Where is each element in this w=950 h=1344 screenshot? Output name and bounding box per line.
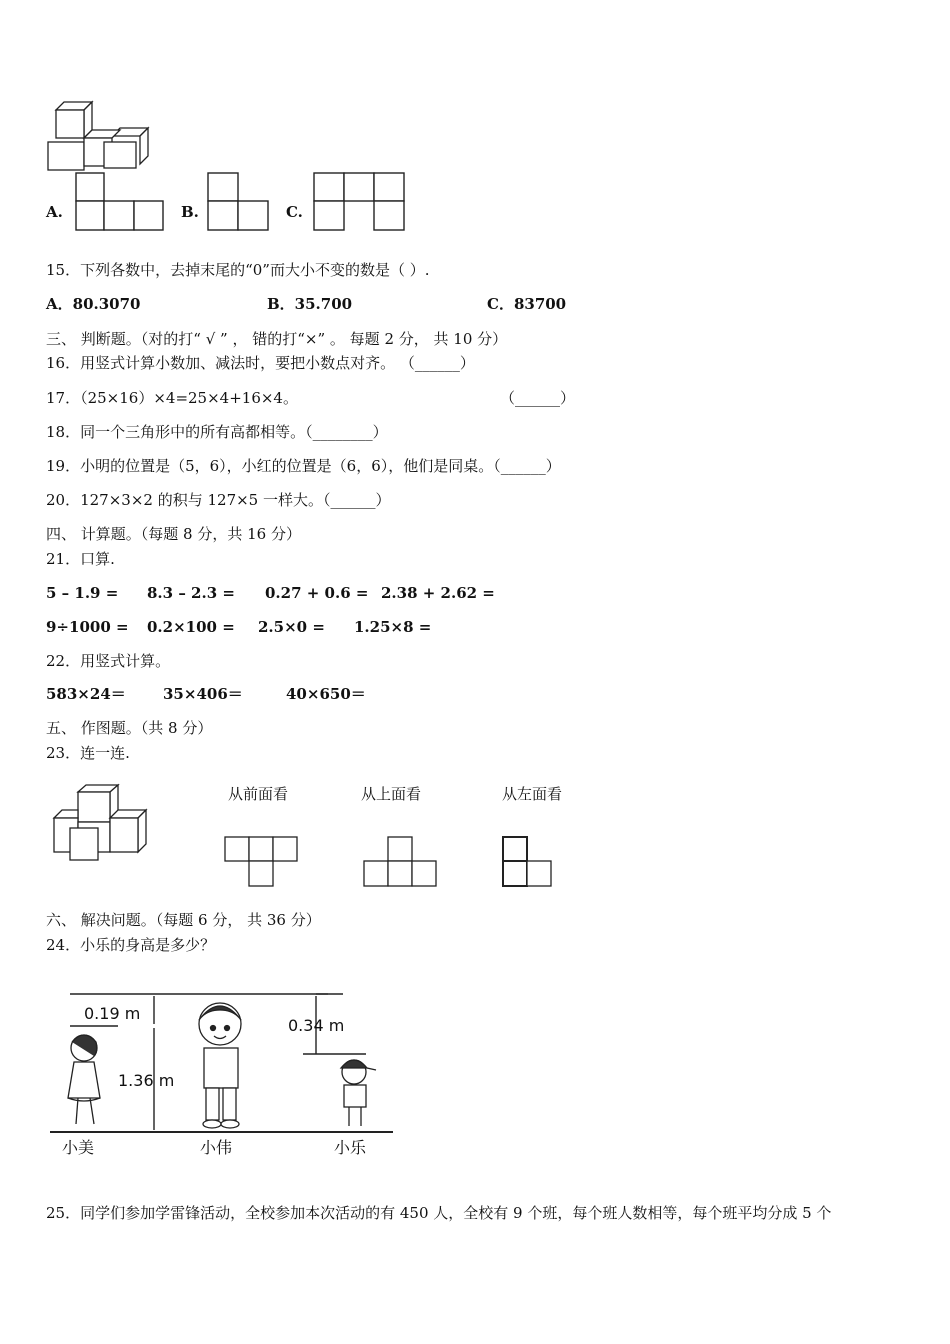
q14-option-a-view [76,173,166,233]
q21-item: 8.3 – 2.3 = [147,584,235,602]
q14-option-b-label[interactable]: B. [181,203,199,221]
q21-item: 5 – 1.9 = [46,584,119,602]
q15-option-b[interactable]: B．35.700 [267,295,353,313]
q14-option-c-view [314,173,408,233]
q21-item: 2.5×0 = [258,618,325,636]
q24-name-xiaomei: 小美 [62,1138,95,1157]
section-6-heading: 六、 解决问题。（每题 6 分， 共 36 分） [46,911,321,929]
q15-option-a[interactable]: A．80.3070 [46,295,141,313]
q21-item: 2.38 + 2.62 = [381,584,495,602]
q14-option-c-label[interactable]: C. [286,203,303,221]
q24-label-1-36: 1.36 m [118,1071,175,1090]
q21-item: 0.27 + 0.6 = [265,584,369,602]
q23-view-left-shape [502,836,556,890]
q18-text: 18．同一个三角形中的所有高都相等。（________） [46,423,388,441]
q16-text: 16．用竖式计算小数加、减法时，要把小数点对齐。 （______） [46,354,475,372]
q23-cube-figure [50,782,152,862]
q23-view-front-shape [224,836,300,890]
q23-view-front-label: 从前面看 [228,785,289,803]
q23-view-top-label: 从上面看 [361,785,422,803]
q24-name-xiaowei: 小伟 [200,1138,233,1157]
q22-item: 40×650＝ [286,685,366,703]
q15-stem: 15．下列各数中，去掉末尾的“0”而大小不变的数是（ ）. [46,261,430,279]
q14-cube-stack-figure [40,98,152,174]
q24-title: 24．小乐的身高是多少？ [46,936,216,954]
section-4-heading: 四、 计算题。（每题 8 分，共 16 分） [46,525,301,543]
q14-option-a-label[interactable]: A. [46,203,63,221]
q24-label-0-34: 0.34 m [288,1016,345,1035]
q22-title: 22．用竖式计算。 [46,652,171,670]
q23-view-left-label: 从左面看 [502,785,563,803]
section-5-heading: 五、 作图题。（共 8 分） [46,719,213,737]
q21-item: 9÷1000 = [46,618,129,636]
q17-answer-blank[interactable]: （______） [500,389,576,407]
q21-title: 21．口算. [46,550,115,568]
section-3-heading: 三、 判断题。（对的打“ √ ” ， 错的打“×” 。 每题 2 分， 共 10 分） [46,330,508,348]
q24-name-xiaole: 小乐 [334,1138,367,1157]
q25-text: 25．同学们参加学雷锋活动，全校参加本次活动的有 450 人，全校有 9 个班，每个班人数相等，每个班平均分成 5 个 [46,1204,832,1222]
q23-view-top-shape [363,836,439,890]
q14-option-b-view [208,173,272,233]
q23-title: 23．连一连. [46,744,130,762]
q17-text: 17．（25×16）×4=25×4+16×4。 [46,389,298,407]
q21-item: 1.25×8 = [354,618,432,636]
q24-label-0-19: 0.19 m [84,1004,141,1023]
q22-item: 583×24＝ [46,685,126,703]
q20-text: 20．127×3×2 的积与 127×5 一样大。（______） [46,491,391,509]
q21-item: 0.2×100 = [147,618,235,636]
q15-option-c[interactable]: C．83700 [487,295,567,313]
q19-text: 19．小明的位置是（5，6），小红的位置是（6，6），他们是同桌。（______） [46,457,561,475]
q22-item: 35×406＝ [163,685,243,703]
